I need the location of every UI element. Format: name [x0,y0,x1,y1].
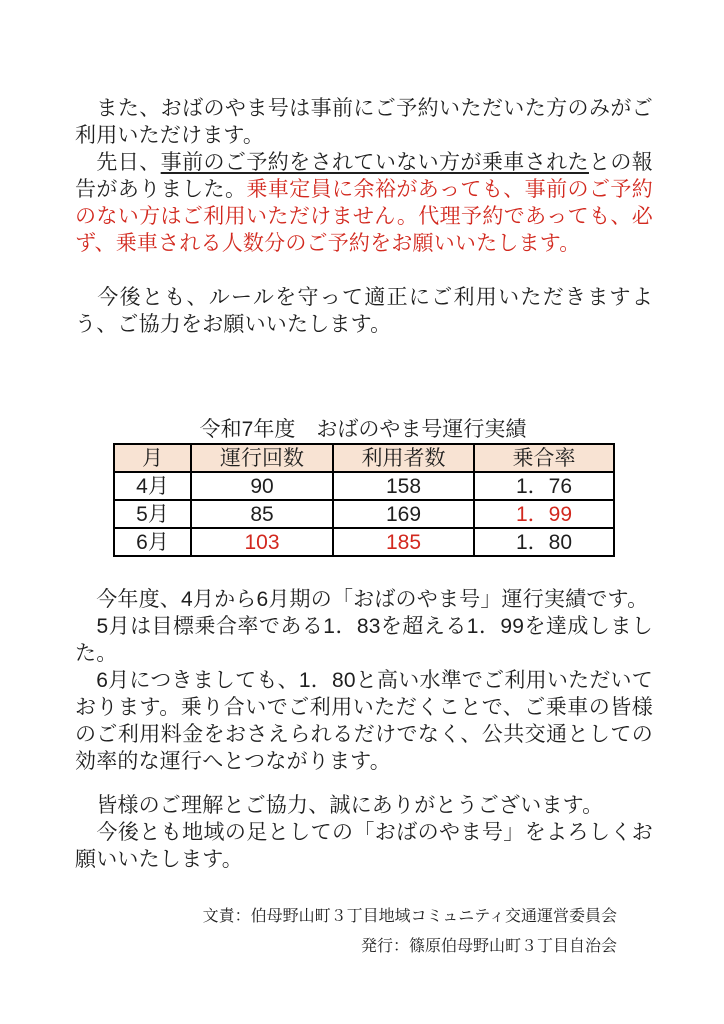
table-cell: 6月 [114,528,191,556]
footer-credit-line: 文責：伯母野山町３丁目地域コミュニティ交通運営委員会 [202,908,617,925]
table-cell: 185 [333,528,474,556]
paragraph-cooperation-request: 今後とも、ルールを守って適正にご利用いただきますよう、ご協力をお願いいたします。 [75,286,653,336]
p2-lead-text: 先日、 [75,151,161,174]
column-header-month: 月 [114,444,191,472]
operation-results-table [113,443,615,557]
p2-underlined-text: 事前のご予約をされていない方が乗車された [160,151,589,174]
table-title: 令和7年度 おばのやま号運行実績 [199,418,527,441]
footer-publisher-line: 発行：篠原伯母野山町３丁目自治会 [360,938,617,955]
table-cell: 90 [191,472,333,500]
table-row-may [114,500,614,528]
p2-mid-text: との報告がありました。 [75,151,653,201]
table-cell: 1．99 [474,500,614,528]
column-header-riders: 利用者数 [333,444,474,472]
table-cell: 1．76 [474,472,614,500]
table-cell: 158 [333,472,474,500]
table-cell: 1．80 [474,528,614,556]
paragraph-incident-warning [75,149,653,257]
paragraph-reservation-only: また、おばのやま号は事前にご予約いただいた方のみがご利用いただけます。 [75,97,653,147]
paragraph-thanks: 皆様のご理解とご協力、誠にありがとうございます。 [75,794,604,817]
paragraph-results-intro: 今年度、4月から6月期の「おばのやま号」運行実績です。 [75,588,649,611]
table-cell: 169 [333,500,474,528]
table-cell: 5月 [114,500,191,528]
paragraph-june-benefits: 6月につきましても、1．80と高い水準でご利用いただいております。乗り合いでご利用いただくことで、ご乗車の皆様のご利用料金をおさえられるだけでなく、公共交通としての効率的な運行へとつながります。 [75,669,653,773]
table-header-row [114,444,614,472]
table-cell: 85 [191,500,333,528]
column-header-trips: 運行回数 [191,444,333,472]
p2-warning-red-text: 乗車定員に余裕があっても、事前のご予約のない方はご利用いただけません。代理予約であっても、必ず、乗車される人数分のご予約をお願いいたします。 [75,178,653,255]
table-row-april [114,472,614,500]
table-row-june [114,528,614,556]
results-table-section [113,416,613,557]
table-cell: 4月 [114,472,191,500]
column-header-ride-share-rate: 乗合率 [474,444,614,472]
document-footer [75,902,653,962]
paragraph-may-achievement: 5月は目標乗合率である1．83を超える1．99を達成しました。 [75,615,653,665]
table-cell: 103 [191,528,333,556]
document-content [75,95,653,962]
paragraph-closing: 今後とも地域の足としての「おばのやま号」をよろしくお願いいたします。 [75,821,653,871]
